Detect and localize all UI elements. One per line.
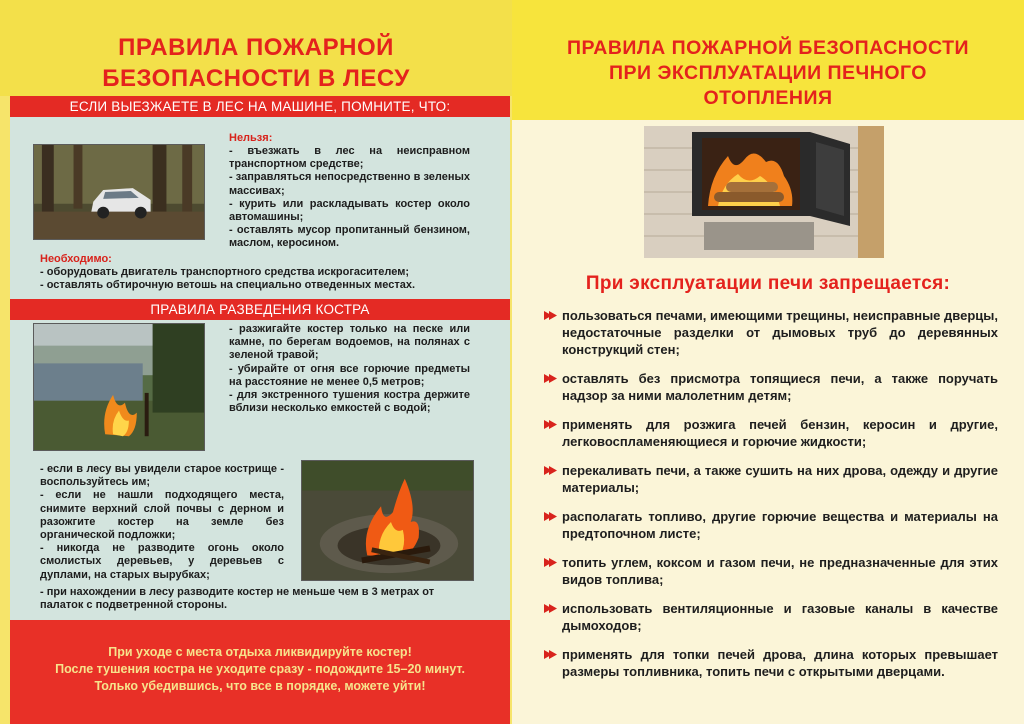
list-item: использовать вентиляционные и газовые каналы в качестве дымоходов; — [546, 600, 998, 634]
list-item: - если не нашли подходящего места, снимите верхний слой почвы с дерном и разожгите костер на земле без органической подложки; — [40, 489, 284, 542]
required-label: Необходимо: — [40, 253, 112, 265]
stove-prohibitions-list — [546, 307, 998, 692]
list-item: топить углем, коксом и газом печи, не предназначенные для этих видов топлива; — [546, 554, 998, 588]
forest-footer — [10, 620, 510, 724]
list-item: - для экстренного тушения костра держите вблизи несколько емкостей с водой; — [229, 389, 470, 415]
campfire-rules-bottom — [40, 463, 284, 582]
list-item: оставлять без присмотра топящиеся печи, а также поручать надзор за ними малолетним детям; — [546, 370, 998, 404]
stove-fire-photo — [644, 126, 884, 258]
list-item: применять для розжига печей бензин, керосин и другие, легковоспламеняющиеся и горючие жидкости; — [546, 416, 998, 450]
arrow-bullet-icon — [544, 511, 557, 522]
arrow-bullet-icon — [544, 373, 557, 384]
forbidden-label: Нельзя: — [229, 132, 273, 144]
list-item: - оставлять мусор пропитанный бензином, маслом, керосином. — [229, 224, 470, 250]
list-item: - въезжать в лес на неисправном транспортном средстве; — [229, 145, 470, 171]
arrow-bullet-icon — [544, 603, 557, 614]
campfire-rules-top — [229, 323, 470, 415]
list-item: перекаливать печи, а также сушить на них дрова, одежду и другие материалы; — [546, 462, 998, 496]
campfire-by-lake-photo — [33, 323, 205, 451]
stove-title-line3: ОТОПЛЕНИЯ — [703, 87, 833, 109]
list-item: пользоваться печами, имеющими трещины, неисправные дверцы, недостаточные разделки от дымовых труб до деревянных конструкций стен; — [546, 307, 998, 358]
footer-line: После тушения костра не уходите сразу - подождите 15–20 минут. — [55, 662, 465, 676]
list-item: - оставлять обтирочную ветошь на специально отведенных местах. — [40, 279, 416, 292]
list-item: - заправляться непосредственно в зеленых массивах; — [229, 171, 470, 197]
car-in-forest-photo — [33, 144, 205, 240]
campfire-section-heading: ПРАВИЛА РАЗВЕДЕНИЯ КОСТРА — [10, 299, 510, 320]
arrow-bullet-icon — [544, 310, 557, 321]
arrow-bullet-icon — [544, 557, 557, 568]
forest-header — [0, 0, 512, 96]
footer-line: При уходе с места отдыха ликвидируйте костер! — [108, 645, 412, 659]
campfire-rule-last: - при нахождении в лесу разводите костер не меньше чем в 3 метрах от палаток с подветренной стороны. — [40, 586, 435, 612]
arrow-bullet-icon — [544, 419, 557, 430]
stove-title-line2: ПРИ ЭКСПЛУАТАЦИИ ПЕЧНОГО — [609, 62, 927, 84]
list-item: - если в лесу вы увидели старое кострище - воспользуйтесь им; — [40, 463, 284, 489]
list-item: - оборудовать двигатель транспортного средства искрогасителем; — [40, 266, 410, 278]
campfire-photo — [301, 460, 474, 581]
arrow-bullet-icon — [544, 465, 557, 476]
stove-subtitle: При эксплуатации печи запрещается: — [585, 273, 951, 294]
list-item: - разжигайте костер только на песке или камне, по берегам водоемов, на полянах с зеленой травой; — [229, 323, 470, 362]
forest-title-line2: БЕЗОПАСНОСТИ В ЛЕСУ — [102, 65, 410, 92]
list-item: располагать топливо, другие горючие вещества и материалы на предтопочном листе; — [546, 508, 998, 542]
list-item: - убирайте от огня все горючие предметы на расстояние не менее 0,5 метров; — [229, 362, 470, 388]
footer-line: Только убедившись, что все в порядке, можете уйти! — [94, 679, 426, 693]
list-item: применять для топки печей дрова, длина которых превышает размеры топливника, топить печи с открытыми дверцами. — [546, 646, 998, 680]
stove-heating-panel — [512, 0, 1024, 724]
forest-title-line1: ПРАВИЛА ПОЖАРНОЙ — [118, 34, 394, 61]
stove-header — [512, 0, 1024, 120]
arrow-bullet-icon — [544, 649, 557, 660]
list-item: - никогда не разводите огонь около смолистых деревьев, у деревьев с дуплами, на старых вырубках; — [40, 542, 284, 581]
car-section-heading: ЕСЛИ ВЫЕЗЖАЕТЕ В ЛЕС НА МАШИНЕ, ПОМНИТЕ, ЧТО: — [10, 96, 510, 117]
required-list — [40, 266, 480, 292]
stove-title-line1: ПРАВИЛА ПОЖАРНОЙ БЕЗОПАСНОСТИ — [566, 37, 970, 59]
list-item: - курить или раскладывать костер около автомашины; — [229, 197, 470, 224]
forbidden-list — [229, 145, 470, 251]
